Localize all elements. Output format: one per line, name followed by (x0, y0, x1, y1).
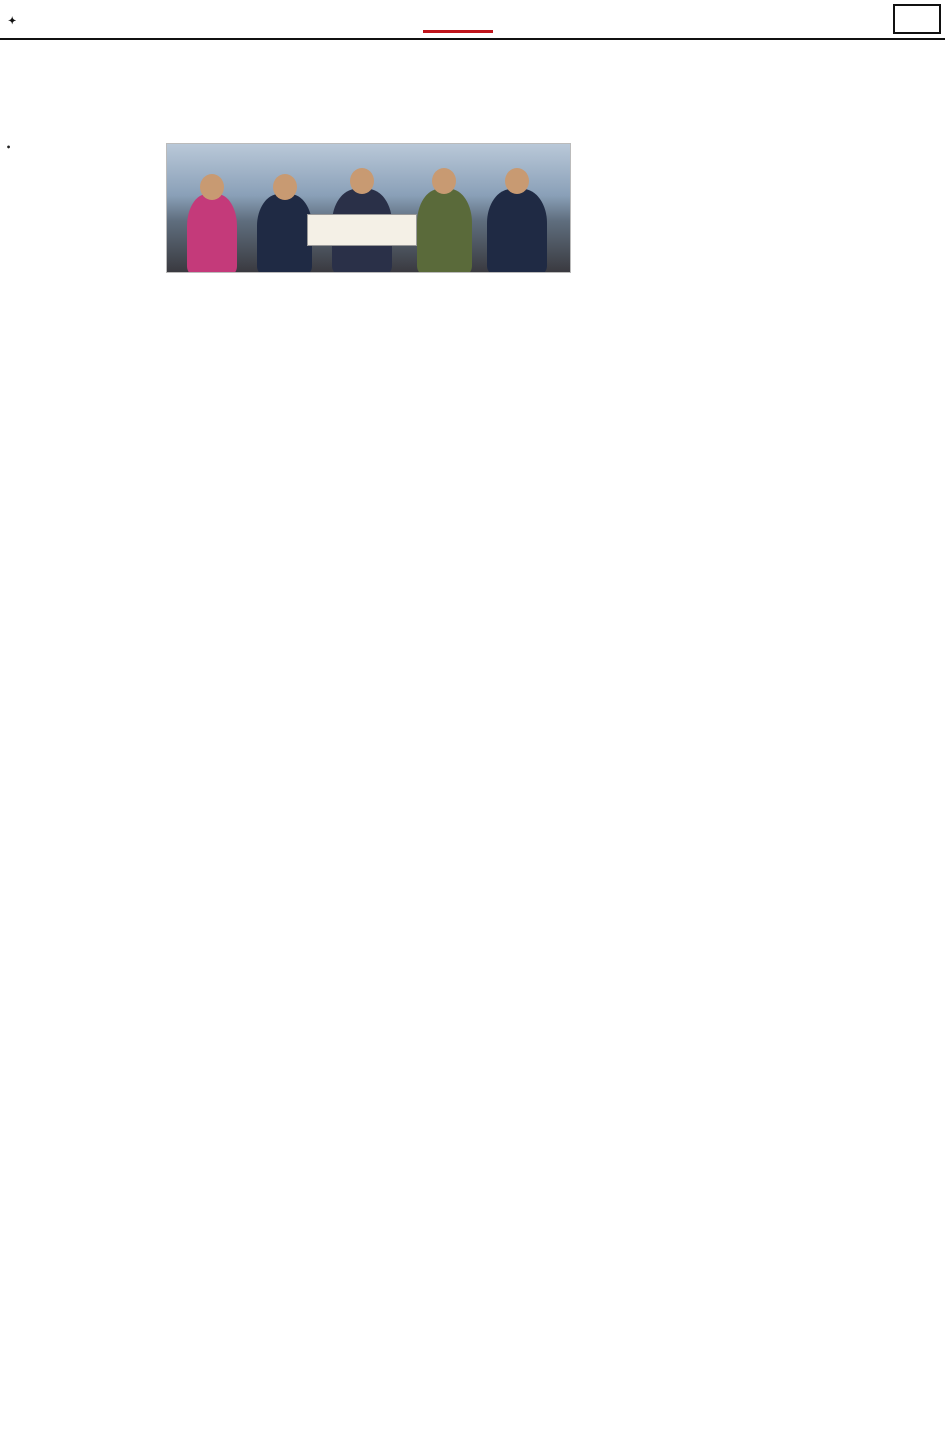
brand-logo: ✦ (8, 16, 16, 27)
lead-story (6, 44, 696, 46)
lead-col-1 (6, 170, 161, 410)
lead-photo (166, 143, 571, 273)
page-number (893, 4, 941, 34)
masthead (0, 0, 945, 40)
city-underline (423, 30, 493, 33)
lead-col-2 (166, 280, 296, 410)
lead-col-3 (300, 280, 435, 410)
lead-byline: • (6, 143, 12, 152)
